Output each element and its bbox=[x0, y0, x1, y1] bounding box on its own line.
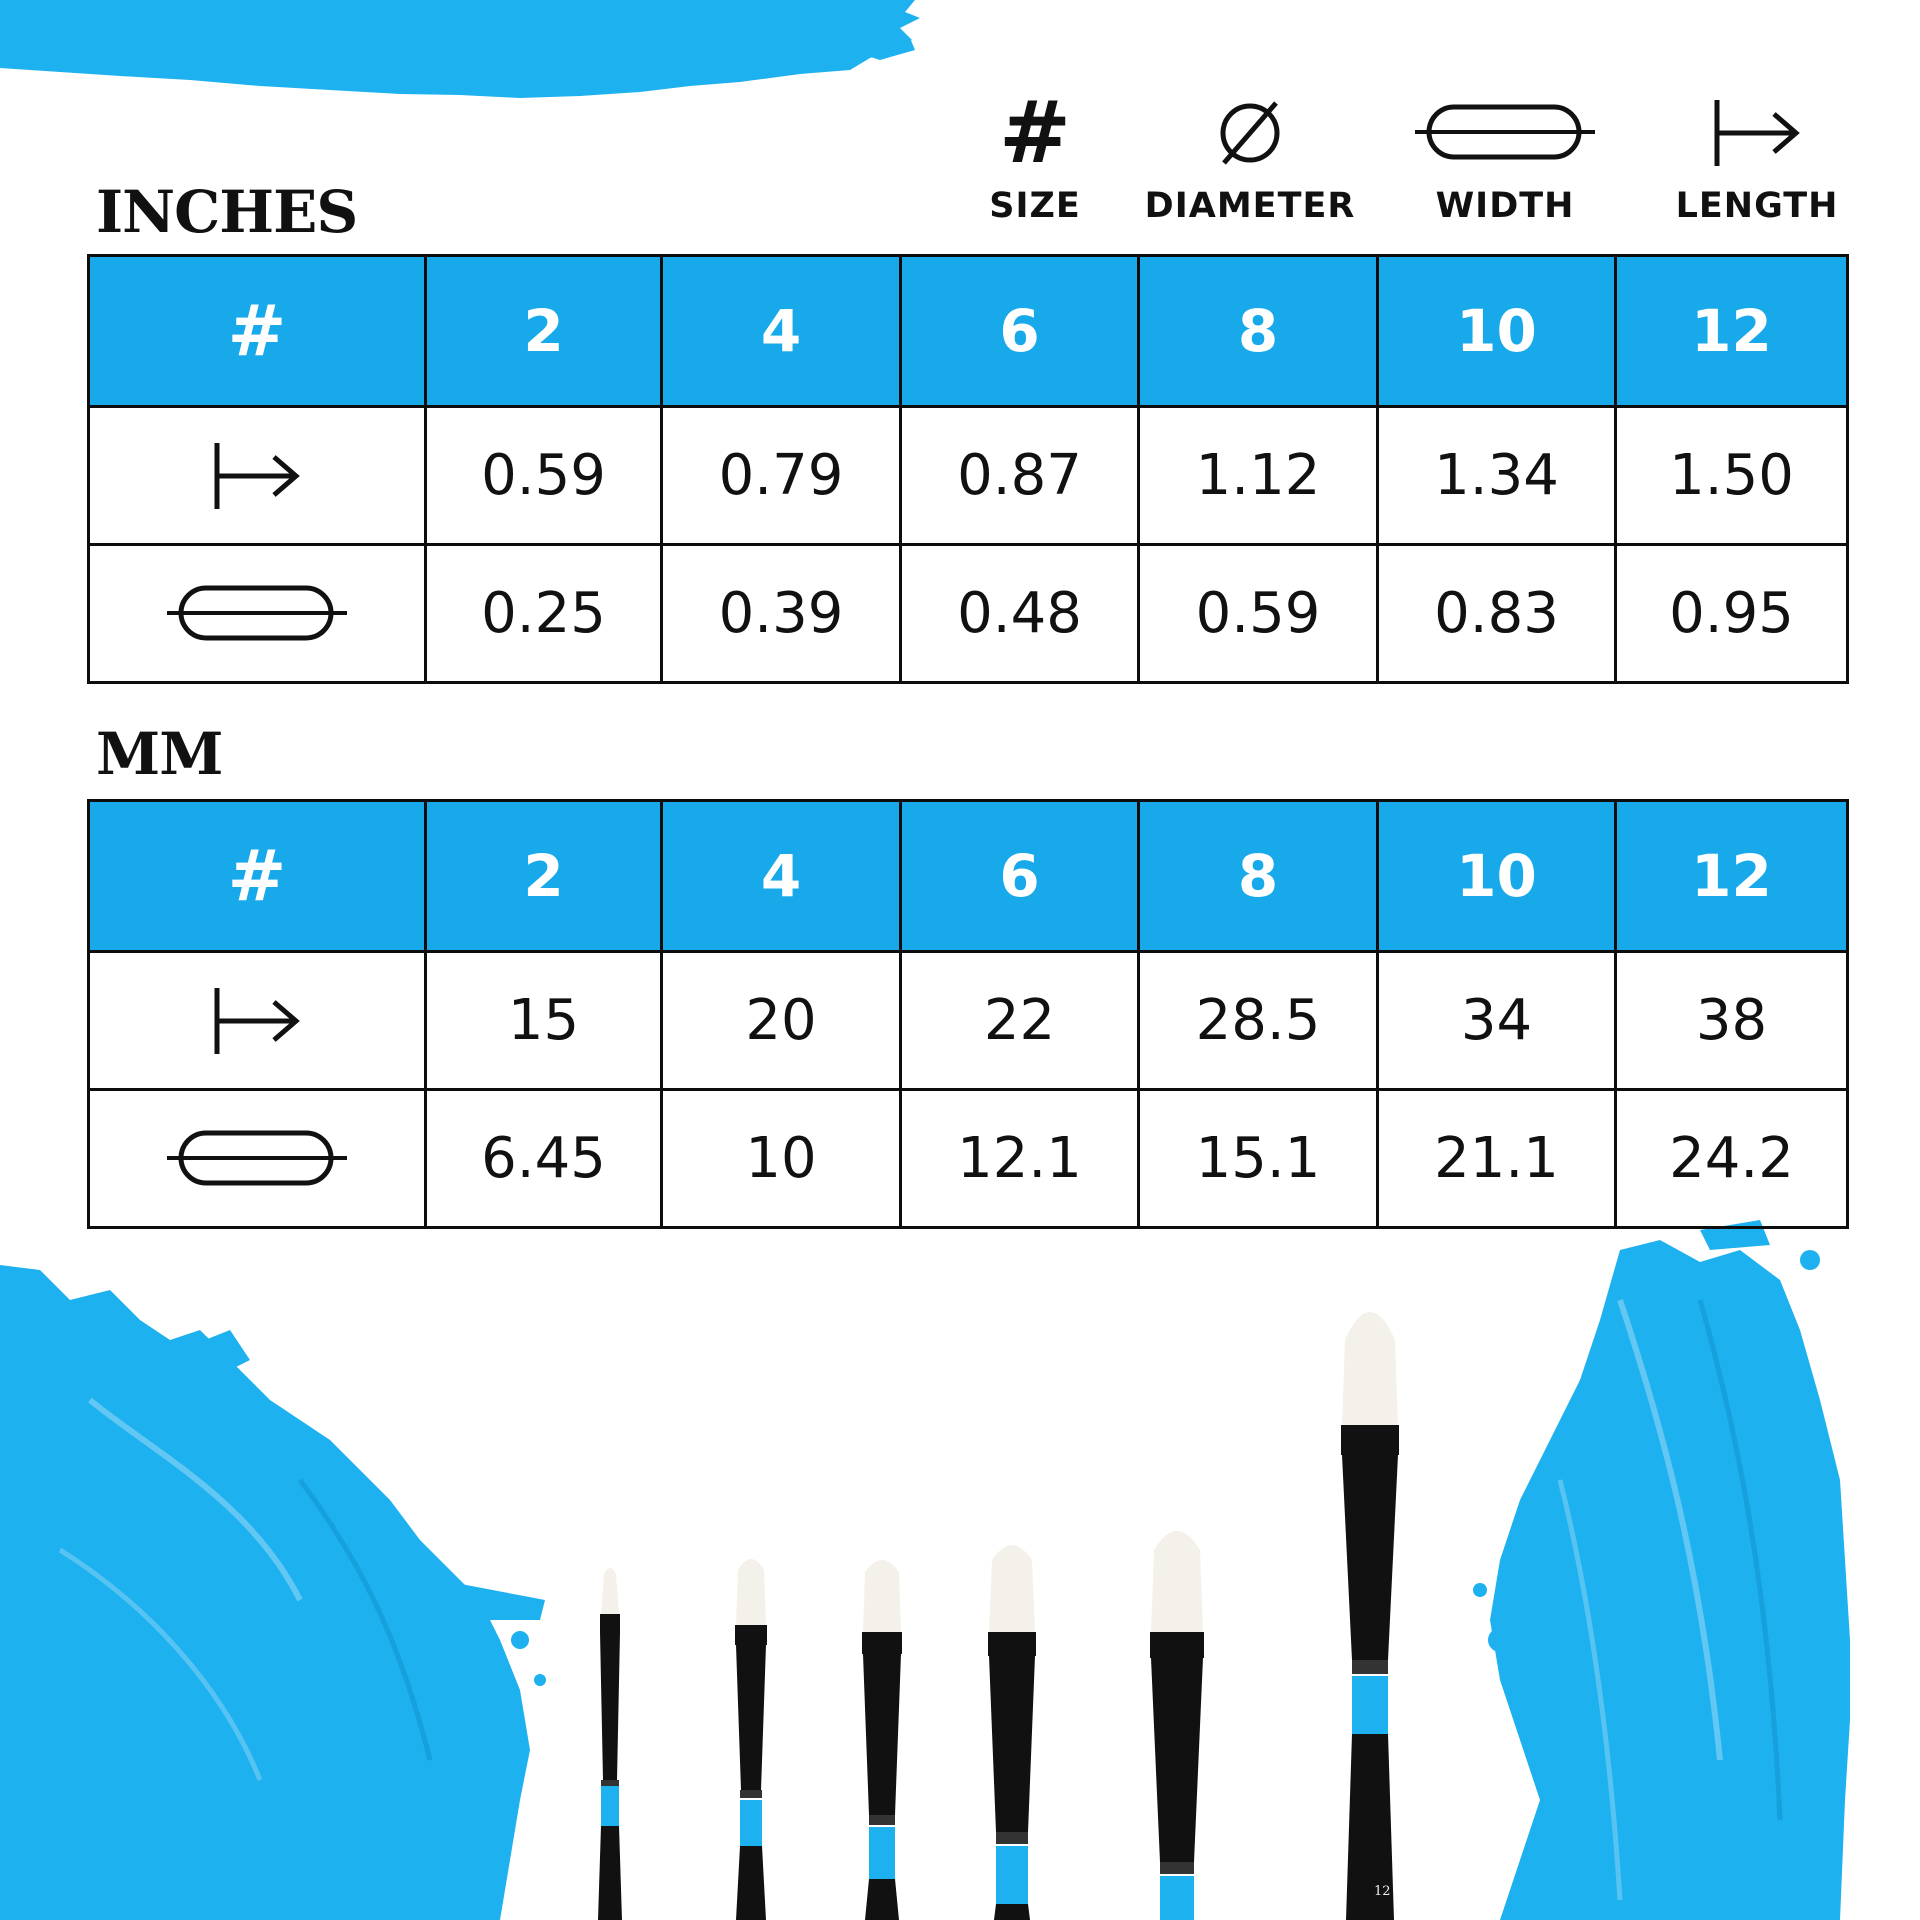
header-cell: 8 bbox=[1139, 256, 1378, 407]
table-cell: 10 bbox=[662, 1090, 901, 1228]
header-size: # bbox=[89, 801, 426, 952]
brush-size-6 bbox=[862, 1560, 902, 1920]
table-cell: 22 bbox=[901, 952, 1139, 1090]
table-cell: 15.1 bbox=[1139, 1090, 1378, 1228]
brush-size-2 bbox=[598, 1568, 622, 1920]
brush-size-4 bbox=[735, 1559, 767, 1920]
table-cell: 0.48 bbox=[901, 545, 1139, 683]
table-cell: 21.1 bbox=[1378, 1090, 1616, 1228]
length-icon bbox=[1712, 98, 1802, 168]
mm-title: MM bbox=[96, 720, 223, 788]
table-cell: 6.45 bbox=[426, 1090, 662, 1228]
legend-size bbox=[925, 83, 1145, 226]
diameter-icon bbox=[1210, 93, 1290, 173]
header-cell: 8 bbox=[1139, 801, 1378, 952]
legend-width-label: WIDTH bbox=[1435, 186, 1575, 226]
table-cell: 1.50 bbox=[1616, 407, 1848, 545]
header-cell: 4 bbox=[662, 801, 901, 952]
table-cell: 20 bbox=[662, 952, 901, 1090]
header-cell: 10 bbox=[1378, 801, 1616, 952]
legend-diameter bbox=[1140, 88, 1360, 226]
row-icon-cell bbox=[89, 545, 426, 683]
brush-size-label: 12 bbox=[1374, 1884, 1391, 1899]
header-cell: 12 bbox=[1616, 801, 1848, 952]
table-cell: 0.25 bbox=[426, 545, 662, 683]
table-cell: 0.39 bbox=[662, 545, 901, 683]
table-cell: 28.5 bbox=[1139, 952, 1378, 1090]
table-cell: 1.34 bbox=[1378, 407, 1616, 545]
inches-length-row bbox=[89, 407, 1848, 545]
mm-table bbox=[87, 799, 1849, 1229]
table-cell: 0.87 bbox=[901, 407, 1139, 545]
header-cell: 10 bbox=[1378, 256, 1616, 407]
mm-header-row bbox=[89, 801, 1848, 952]
inches-table bbox=[87, 254, 1849, 684]
table-cell: 0.83 bbox=[1378, 545, 1616, 683]
legend-size-label: SIZE bbox=[989, 186, 1081, 226]
table-cell: 38 bbox=[1616, 952, 1848, 1090]
header-size: # bbox=[89, 256, 426, 407]
table-cell: 34 bbox=[1378, 952, 1616, 1090]
row-icon-cell bbox=[89, 952, 426, 1090]
inches-title: INCHES bbox=[96, 178, 358, 246]
row-icon-cell bbox=[89, 407, 426, 545]
header-cell: 12 bbox=[1616, 256, 1848, 407]
table-cell: 0.59 bbox=[1139, 545, 1378, 683]
brush-size-12 bbox=[1341, 1312, 1399, 1920]
mm-length-row bbox=[89, 952, 1848, 1090]
table-cell: 0.59 bbox=[426, 407, 662, 545]
brush-size-10 bbox=[1150, 1531, 1204, 1920]
hash-icon: # bbox=[998, 83, 1072, 183]
header-cell: 2 bbox=[426, 801, 662, 952]
inches-header-row bbox=[89, 256, 1848, 407]
legend-diameter-label: DIAMETER bbox=[1144, 186, 1356, 226]
brush-size-8 bbox=[988, 1545, 1036, 1920]
width-icon bbox=[167, 579, 347, 649]
table-cell: 0.95 bbox=[1616, 545, 1848, 683]
header-cell: 4 bbox=[662, 256, 901, 407]
legend-length-label: LENGTH bbox=[1675, 186, 1839, 226]
header-cell: 6 bbox=[901, 256, 1139, 407]
table-cell: 15 bbox=[426, 952, 662, 1090]
length-icon bbox=[212, 986, 302, 1056]
mm-width-row bbox=[89, 1090, 1848, 1228]
table-cell: 1.12 bbox=[1139, 407, 1378, 545]
legend-width bbox=[1395, 88, 1615, 226]
inches-width-row bbox=[89, 545, 1848, 683]
header-cell: 6 bbox=[901, 801, 1139, 952]
table-cell: 12.1 bbox=[901, 1090, 1139, 1228]
row-icon-cell bbox=[89, 1090, 426, 1228]
table-cell: 0.79 bbox=[662, 407, 901, 545]
table-cell: 24.2 bbox=[1616, 1090, 1848, 1228]
legend-length bbox=[1647, 88, 1867, 226]
length-icon bbox=[212, 441, 302, 511]
width-icon bbox=[167, 1124, 347, 1194]
width-icon bbox=[1415, 98, 1595, 168]
header-cell: 2 bbox=[426, 256, 662, 407]
